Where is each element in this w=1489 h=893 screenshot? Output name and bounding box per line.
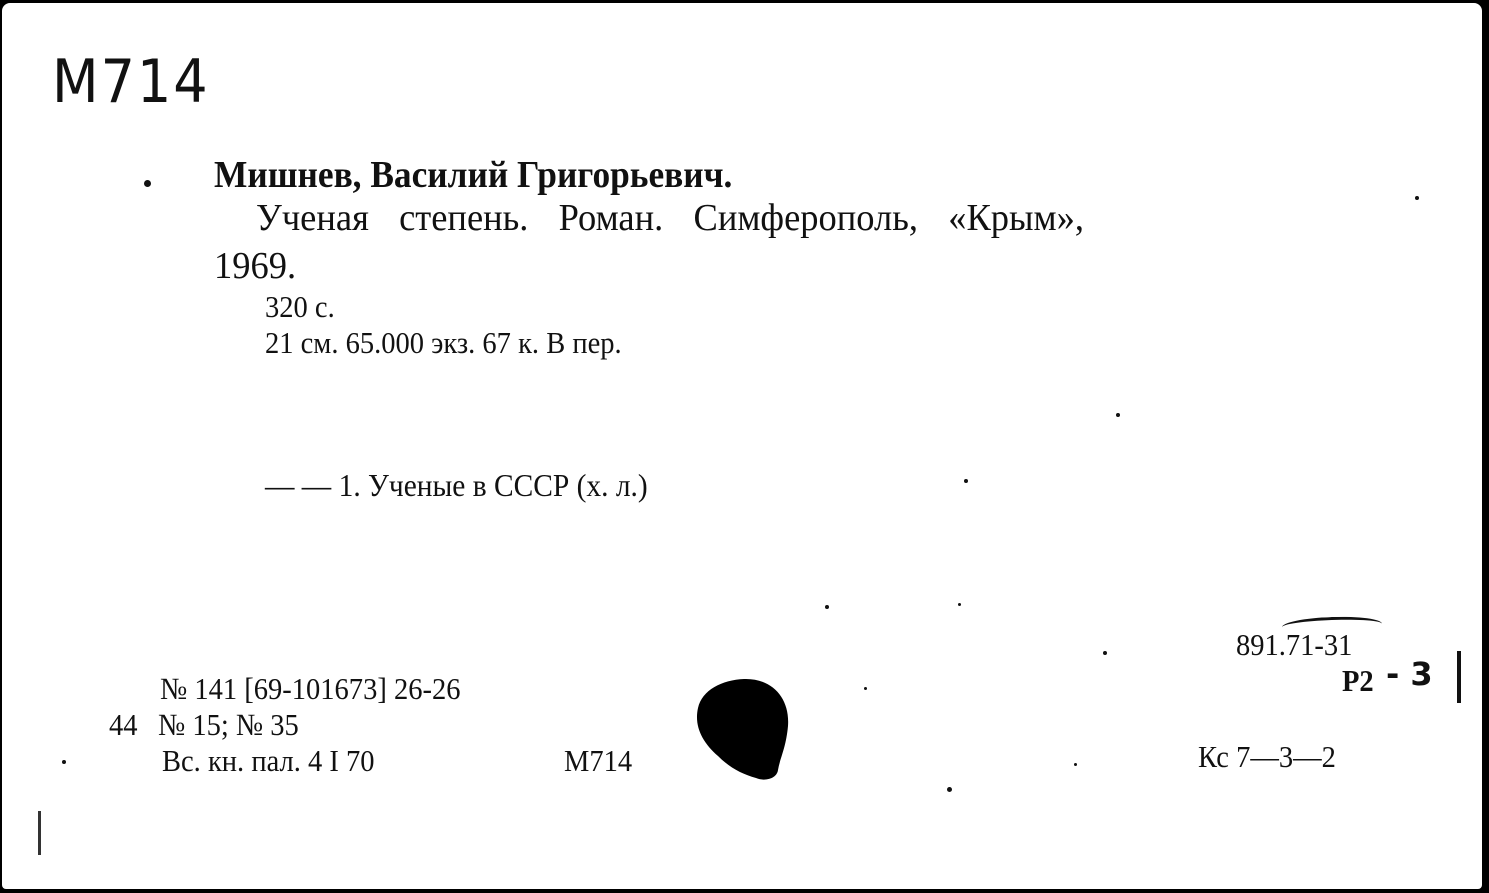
author-name: Мишнев, Василий Григорьевич.: [214, 154, 733, 196]
book-title-line: Ученая степень. Роман. Симферополь, «Крым»,: [256, 197, 1084, 239]
handwritten-mark: - 3: [1386, 655, 1433, 693]
physical-details: 21 см. 65.000 экз. 67 к. В пер.: [265, 325, 622, 360]
edge-stroke: [38, 811, 41, 855]
speck: [1103, 651, 1107, 655]
handwritten-code: M714: [52, 47, 210, 117]
classification-sub: Р2: [1342, 663, 1374, 698]
kc-code: Кс 7—3—2: [1198, 739, 1336, 774]
speck: [62, 760, 66, 764]
record-number: № 141 [69-101673] 26-26: [160, 671, 461, 706]
page-count: 320 с.: [265, 289, 335, 324]
classification-number: 891.71-31: [1236, 627, 1353, 662]
dot-mark: [144, 180, 151, 187]
footer-code: М714: [564, 743, 633, 778]
publication-year: 1969.: [214, 245, 297, 287]
speck: [864, 687, 867, 690]
record-prefix: 44: [109, 707, 138, 742]
speck: [825, 605, 829, 609]
speck: [1415, 196, 1419, 200]
speck: [958, 603, 961, 606]
record-numbers: № 15; № 35: [158, 707, 299, 742]
catalog-card: [2, 3, 1482, 889]
speck: [1116, 413, 1120, 417]
edge-stroke: [1457, 651, 1461, 703]
speck: [1074, 763, 1077, 766]
speck: [964, 479, 968, 483]
speck: [947, 787, 952, 792]
ink-blot: [694, 674, 792, 784]
chamber-date: Вс. кн. пал. 4 I 70: [162, 743, 375, 778]
subject-heading: — — 1. Ученые в СССР (х. л.): [265, 467, 648, 503]
